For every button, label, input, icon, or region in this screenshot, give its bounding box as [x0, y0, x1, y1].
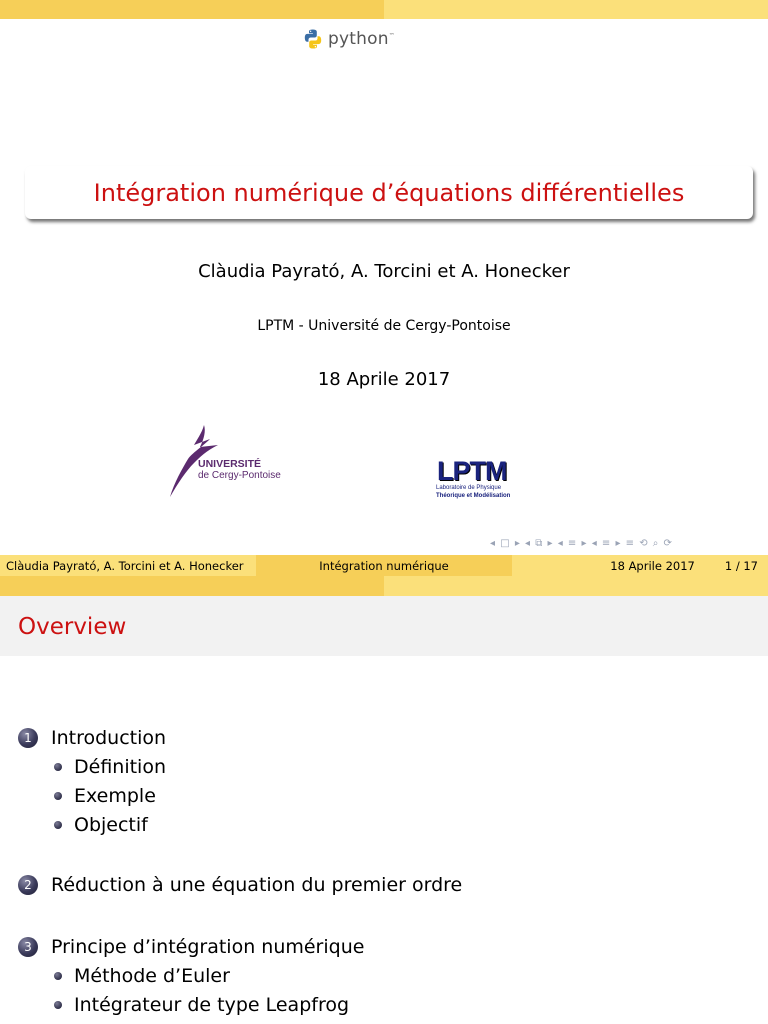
section-number-badge: 1	[18, 728, 38, 748]
ucp-logo-line1: UNIVERSITÉ	[198, 458, 262, 470]
toc-section-3[interactable]	[18, 936, 364, 958]
ucp-logo-line2: de Cergy-Pontoise	[198, 470, 281, 481]
top-color-bar-2	[0, 576, 768, 596]
institution: LPTM - Université de Cergy-Pontoise	[257, 318, 511, 334]
bullet-icon	[54, 792, 62, 800]
lptm-logo-acronym: LPTM	[437, 456, 507, 486]
ucp-logo	[166, 423, 296, 501]
footer-authors: Clàudia Payrató, A. Torcini et A. Honecker	[0, 555, 256, 576]
presentation-date: 18 Aprile 2017	[317, 369, 451, 390]
beamer-navigation-icons[interactable]: ◂ □ ▸ ◂ ⧉ ▸ ◂ ≡ ▸ ◂ ≡ ▸ ≡ ⟲ ⌕ ⟳	[490, 538, 673, 549]
toc-subsection[interactable]	[54, 785, 156, 807]
footer-date: 18 Aprile 2017	[610, 558, 695, 573]
toc-subsection[interactable]	[54, 814, 148, 836]
toc-subsection-label: Objectif	[74, 814, 148, 836]
toc-subsection[interactable]	[54, 756, 166, 778]
top-bar-2-right	[384, 576, 768, 596]
bullet-icon	[54, 821, 62, 829]
presentation-title: Intégration numérique d’équations différentielles	[93, 178, 685, 207]
toc-section-2[interactable]	[18, 874, 462, 896]
section-number-badge: 2	[18, 875, 38, 895]
lptm-logo-line1: Laboratoire de Physique	[436, 485, 502, 491]
footer-short-title: Intégration numérique	[256, 555, 512, 576]
bullet-icon	[54, 972, 62, 980]
toc-subsection-label: Intégrateur de type Leapfrog	[74, 994, 350, 1016]
toc-subsection[interactable]	[54, 994, 349, 1016]
top-bar-2-left	[0, 576, 384, 596]
authors: Clàudia Payrató, A. Torcini et A. Honecker	[198, 261, 570, 282]
toc-section-label: Principe d’intégration numérique	[51, 936, 365, 958]
top-color-bar	[0, 0, 768, 19]
top-bar-right	[384, 0, 768, 19]
toc-subsection-label: Méthode d’Euler	[74, 965, 230, 987]
python-snake-icon	[302, 28, 324, 50]
toc-subsection-label: Exemple	[74, 785, 156, 807]
footer-right	[512, 555, 768, 576]
frame-title: Overview	[18, 614, 127, 640]
toc-section-label: Réduction à une équation du premier ordre	[51, 874, 463, 896]
lptm-logo	[433, 456, 529, 502]
toc-subsection-label: Définition	[74, 756, 167, 778]
bullet-icon	[54, 1001, 62, 1009]
frame-title-bar	[0, 596, 768, 656]
python-logo-text: python™	[328, 29, 395, 49]
python-logo	[302, 28, 395, 50]
lptm-logo-line2: Théorique et Modélisation	[436, 493, 511, 499]
section-number-badge: 3	[18, 937, 38, 957]
footer-page-number: 1 / 17	[724, 558, 758, 573]
slide-footer	[0, 555, 768, 576]
toc-section-1[interactable]	[18, 727, 166, 749]
toc-section-label: Introduction	[51, 727, 167, 749]
bullet-icon	[54, 763, 62, 771]
title-box	[25, 166, 753, 219]
top-bar-left	[0, 0, 384, 19]
overview-slide	[0, 576, 768, 1024]
toc-subsection[interactable]	[54, 965, 230, 987]
